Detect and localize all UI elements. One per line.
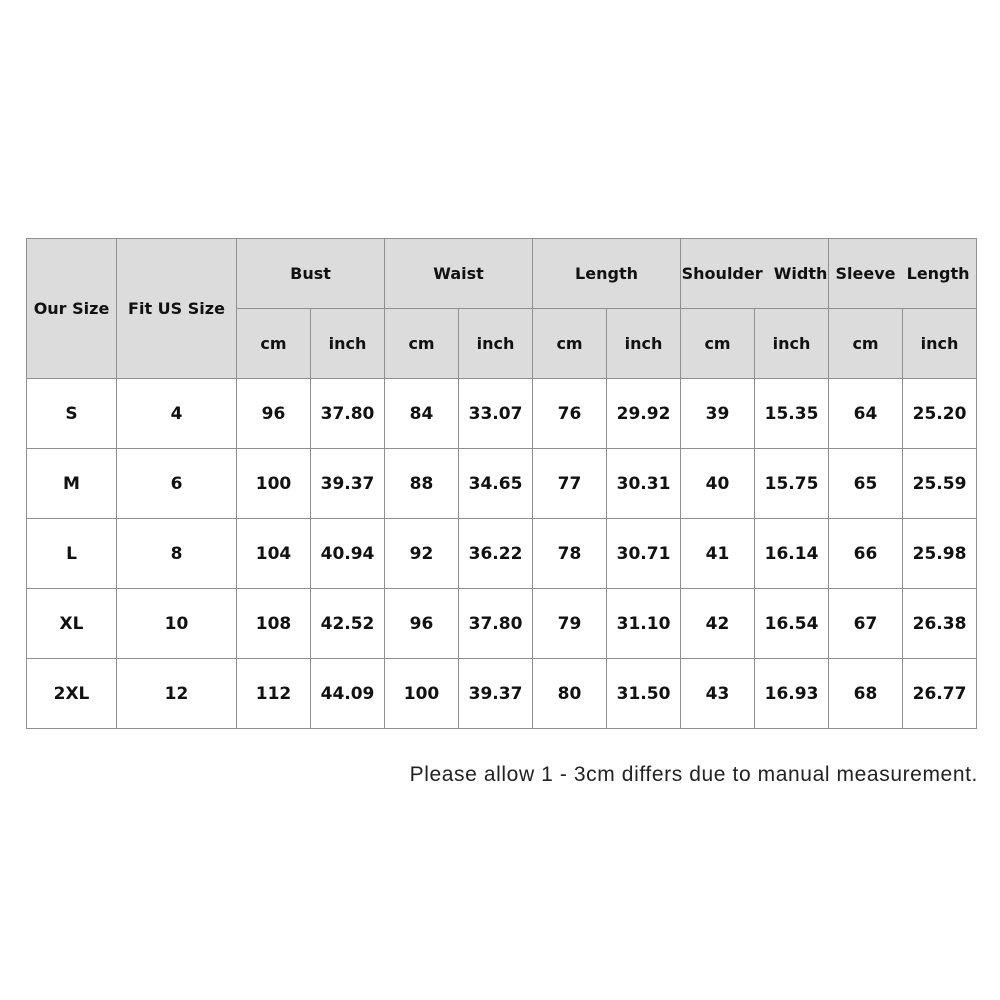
table-cell: 31.10: [607, 589, 681, 659]
table-cell: 68: [829, 659, 903, 729]
table-cell: 84: [385, 379, 459, 449]
table-header: [27, 239, 977, 379]
length-header: Length: [533, 239, 681, 309]
table-cell: 77: [533, 449, 607, 519]
table-cell: 80: [533, 659, 607, 729]
table-cell: 15.75: [755, 449, 829, 519]
table-cell: M: [27, 449, 117, 519]
table-row: [27, 519, 977, 589]
size-chart-table: [26, 238, 977, 729]
table-cell: 64: [829, 379, 903, 449]
measurement-note: Please allow 1 - 3cm differs due to manual measurement.: [409, 763, 978, 786]
unit-header: cm: [533, 309, 607, 379]
table-cell: 39: [681, 379, 755, 449]
table-cell: 15.35: [755, 379, 829, 449]
table-cell: 65: [829, 449, 903, 519]
table-cell: 40.94: [311, 519, 385, 589]
table-cell: 4: [117, 379, 237, 449]
table-row: [27, 589, 977, 659]
unit-header: inch: [607, 309, 681, 379]
our-size-header: Our Size: [27, 239, 117, 379]
table-cell: 8: [117, 519, 237, 589]
table-cell: 100: [385, 659, 459, 729]
unit-header: inch: [903, 309, 977, 379]
table-cell: 79: [533, 589, 607, 659]
table-cell: 67: [829, 589, 903, 659]
table-row: [27, 659, 977, 729]
table-cell: 88: [385, 449, 459, 519]
table-cell: 25.20: [903, 379, 977, 449]
unit-header: inch: [311, 309, 385, 379]
table-cell: 92: [385, 519, 459, 589]
table-cell: 100: [237, 449, 311, 519]
us-size-header: Fit US Size: [117, 239, 237, 379]
table-row: [27, 449, 977, 519]
table-cell: 78: [533, 519, 607, 589]
table-cell: 2XL: [27, 659, 117, 729]
table-cell: 39.37: [311, 449, 385, 519]
table-cell: 42.52: [311, 589, 385, 659]
table-cell: L: [27, 519, 117, 589]
table-cell: 33.07: [459, 379, 533, 449]
table-cell: 96: [237, 379, 311, 449]
unit-header: inch: [459, 309, 533, 379]
table-cell: 76: [533, 379, 607, 449]
unit-header: cm: [237, 309, 311, 379]
header-group-row: [27, 239, 977, 309]
table-cell: 40: [681, 449, 755, 519]
unit-header: cm: [829, 309, 903, 379]
sleeve-length-header: Sleeve Length: [829, 239, 977, 309]
unit-header: cm: [681, 309, 755, 379]
table-cell: 31.50: [607, 659, 681, 729]
table-cell: 41: [681, 519, 755, 589]
table-cell: 104: [237, 519, 311, 589]
table-cell: XL: [27, 589, 117, 659]
table-cell: 26.77: [903, 659, 977, 729]
table-cell: 43: [681, 659, 755, 729]
table-cell: 16.93: [755, 659, 829, 729]
table-cell: 36.22: [459, 519, 533, 589]
shoulder-width-header: Shoulder Width: [681, 239, 829, 309]
unit-header: inch: [755, 309, 829, 379]
table-cell: 10: [117, 589, 237, 659]
table-cell: 26.38: [903, 589, 977, 659]
table-cell: 42: [681, 589, 755, 659]
table-cell: 112: [237, 659, 311, 729]
table-cell: 44.09: [311, 659, 385, 729]
table-cell: 16.14: [755, 519, 829, 589]
table-cell: 12: [117, 659, 237, 729]
table-cell: 30.71: [607, 519, 681, 589]
table-cell: 108: [237, 589, 311, 659]
table-row: [27, 379, 977, 449]
table-cell: 37.80: [459, 589, 533, 659]
unit-header: cm: [385, 309, 459, 379]
table-cell: 30.31: [607, 449, 681, 519]
bust-header: Bust: [237, 239, 385, 309]
waist-header: Waist: [385, 239, 533, 309]
table-cell: 29.92: [607, 379, 681, 449]
table-cell: 39.37: [459, 659, 533, 729]
table-cell: 34.65: [459, 449, 533, 519]
table-cell: 37.80: [311, 379, 385, 449]
table-cell: 6: [117, 449, 237, 519]
table-body: [27, 379, 977, 729]
table-cell: S: [27, 379, 117, 449]
table-cell: 96: [385, 589, 459, 659]
table-cell: 25.98: [903, 519, 977, 589]
table-cell: 25.59: [903, 449, 977, 519]
table-cell: 16.54: [755, 589, 829, 659]
table-cell: 66: [829, 519, 903, 589]
